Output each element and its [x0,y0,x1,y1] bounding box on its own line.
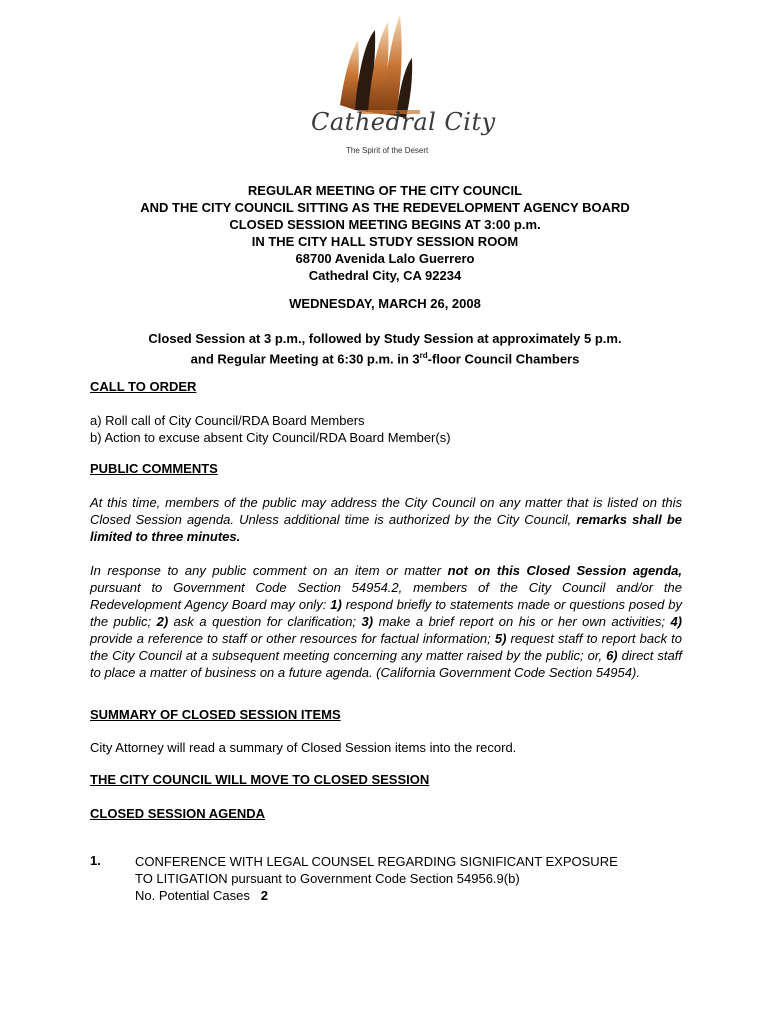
logo-wordmark: Cathedral City [311,108,496,136]
summary-text: City Attorney will read a summary of Closed Session items into the record. [90,740,517,755]
public-comments-paragraph-2: In response to any public comment on an item or matter not on this Closed Session agenda, pursuant to Government Code Section 54954.2, members of the City Council and/or the Redevelopment Agency Board may only: 1) respond briefly to statements made or questions posed by the public; 2) ask a question for clarification; 3) make a brief report on his or her own activities; 4) provide a reference to staff or other resources for factual information; 5) request staff to report back to the City Council at a subsequent meeting concerning any matter raised by the public; or, 6) direct staff to place a matter of business on a future agenda. (California Government Code Section 54954). [90,563,683,680]
logo-tagline: The Spirit of the Desert [346,146,429,155]
summary-heading: SUMMARY OF CLOSED SESSION ITEMS [90,707,341,722]
agenda-item-line: No. Potential Cases 2 [135,888,268,903]
public-comments-heading: PUBLIC COMMENTS [90,461,218,476]
agenda-item-line: TO LITIGATION pursuant to Government Code Section 54956.9(b) [135,871,520,886]
header-line: Cathedral City, CA 92234 [308,268,462,283]
agenda-item [135,853,695,904]
move-to-closed-session-heading: THE CITY COUNCIL WILL MOVE TO CLOSED SESSION [90,772,430,787]
agenda-item-line: CONFERENCE WITH LEGAL COUNSEL REGARDING SIGNIFICANT EXPOSURE [135,854,618,869]
call-item: b) Action to excuse absent City Council/RDA Board Member(s) [90,430,451,445]
session-line-2: and Regular Meeting at 6:30 p.m. in 3rd-floor Council Chambers [190,351,580,367]
meeting-date: WEDNESDAY, MARCH 26, 2008 [289,296,481,311]
cathedral-city-logo [300,10,470,160]
agenda-item-number: 1. [90,853,101,868]
closed-session-agenda-heading: CLOSED SESSION AGENDA [90,806,266,821]
call-item: a) Roll call of City Council/RDA Board Members [90,413,365,428]
header-line: 68700 Avenida Lalo Guerrero [295,251,475,266]
header-line: IN THE CITY HALL STUDY SESSION ROOM [251,234,519,249]
meeting-header [0,182,770,284]
header-line: AND THE CITY COUNCIL SITTING AS THE REDEVELOPMENT AGENCY BOARD [140,200,630,215]
session-line-1: Closed Session at 3 p.m., followed by Study Session at approximately 5 p.m. [148,331,622,346]
header-line: REGULAR MEETING OF THE CITY COUNCIL [247,183,523,198]
call-to-order-heading: CALL TO ORDER [90,379,197,394]
public-comments-paragraph-1: At this time, members of the public may address the City Council on any matter that is listed on this Closed Session agenda. Unless additional time is authorized by the City Council, remarks shall be limited to three minutes. [90,495,682,544]
session-schedule [0,330,770,367]
header-line: CLOSED SESSION MEETING BEGINS AT 3:00 p.m. [229,217,541,232]
